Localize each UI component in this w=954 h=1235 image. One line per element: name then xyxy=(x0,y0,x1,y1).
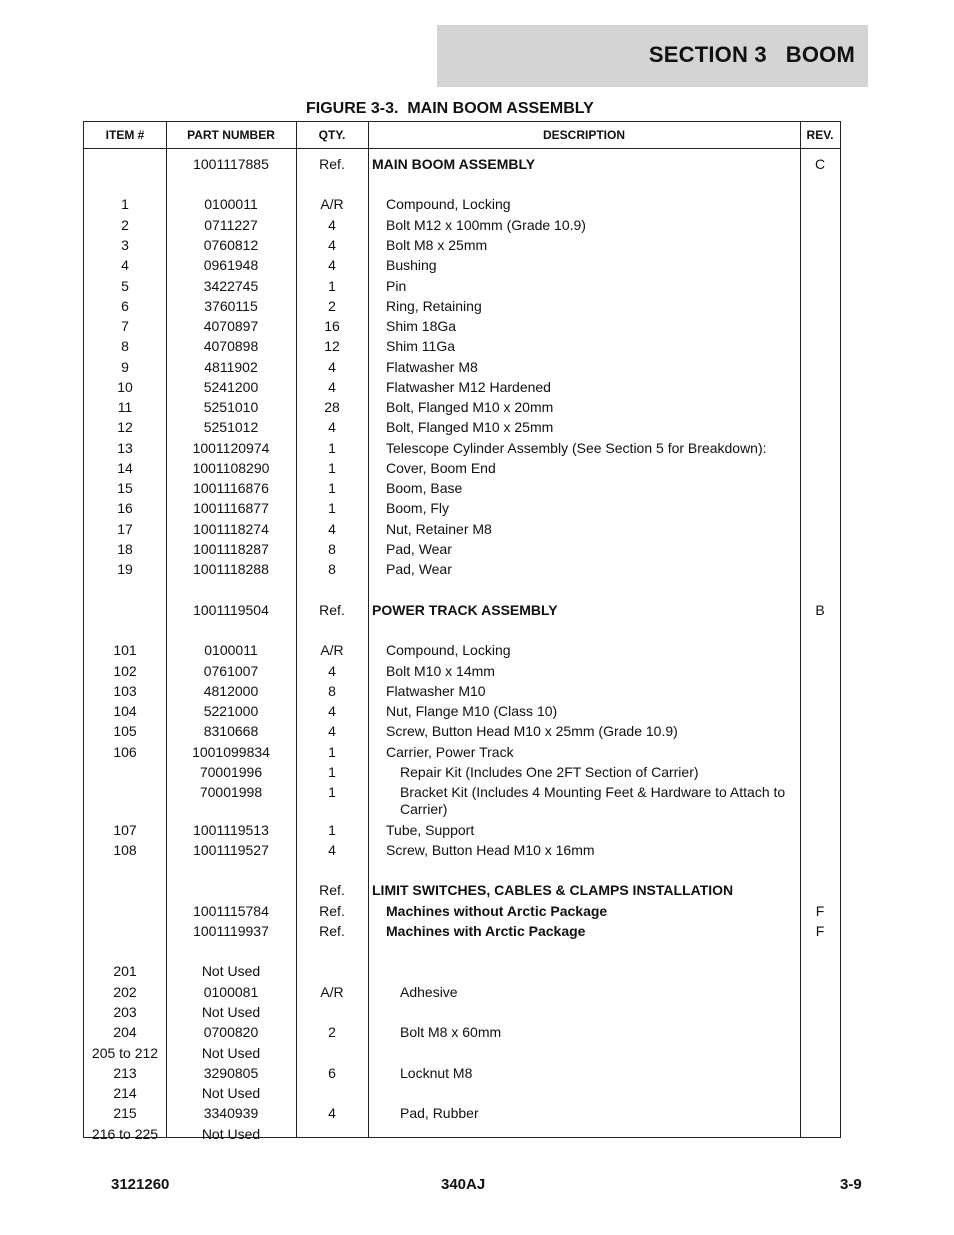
description-text: Ring, Retaining xyxy=(386,298,482,314)
item-cell: 4 xyxy=(121,257,129,273)
qty-cell: 4 xyxy=(328,419,336,435)
table-row xyxy=(84,561,840,581)
qty-cell: 6 xyxy=(328,1065,336,1081)
part-number-cell: 1001118287 xyxy=(193,541,269,557)
item-cell: 3 xyxy=(121,237,129,253)
column-header-part-number: PART NUMBER xyxy=(187,128,275,142)
section-title: SECTION 3 BOOM xyxy=(648,42,855,67)
qty-cell: 1 xyxy=(328,460,336,476)
header-divider xyxy=(84,148,840,149)
item-cell: 15 xyxy=(117,480,133,496)
part-number-cell: 1001116876 xyxy=(193,480,269,496)
item-cell: 102 xyxy=(113,663,137,679)
table-row xyxy=(84,764,840,784)
part-number-cell: 4070898 xyxy=(203,338,259,354)
item-cell: 201 xyxy=(113,963,137,979)
table-row xyxy=(84,156,840,176)
qty-cell: A/R xyxy=(320,196,344,212)
item-cell: 6 xyxy=(121,298,129,314)
qty-cell: A/R xyxy=(320,984,344,1000)
qty-cell: 4 xyxy=(328,663,336,679)
item-cell: 7 xyxy=(121,318,129,334)
part-number-cell: 0760812 xyxy=(203,237,259,253)
table-row xyxy=(84,923,840,943)
description-cell xyxy=(368,663,800,680)
table-row xyxy=(84,963,840,983)
description-cell xyxy=(368,822,800,839)
item-cell: 205 to 212 xyxy=(91,1045,159,1061)
part-number-cell: 1001099834 xyxy=(192,744,270,760)
qty-cell: 4 xyxy=(328,842,336,858)
item-cell: 213 xyxy=(113,1065,137,1081)
part-number-cell: 4812000 xyxy=(203,683,259,699)
table-row xyxy=(84,822,840,842)
item-cell: 108 xyxy=(113,842,137,858)
table-row xyxy=(84,663,840,683)
description-text: Bolt M8 x 25mm xyxy=(386,237,488,253)
qty-cell: 1 xyxy=(328,764,336,780)
qty-cell: 4 xyxy=(328,359,336,375)
description-cell xyxy=(368,440,800,457)
description-cell xyxy=(368,764,800,781)
description-text: Pad, Wear xyxy=(386,561,452,577)
description-cell xyxy=(368,784,800,818)
part-number-cell: 1001119513 xyxy=(193,822,269,838)
description-cell xyxy=(368,923,800,940)
description-cell xyxy=(368,842,800,859)
description-cell xyxy=(368,156,800,173)
rev-cell: F xyxy=(815,923,825,939)
table-row xyxy=(84,460,840,480)
description-cell xyxy=(368,298,800,315)
item-cell: 8 xyxy=(121,338,129,354)
qty-cell: 1 xyxy=(328,480,336,496)
qty-cell: 4 xyxy=(328,1105,336,1121)
description-text: MAIN BOOM ASSEMBLY xyxy=(372,156,536,172)
description-cell xyxy=(368,500,800,517)
qty-cell: 1 xyxy=(328,744,336,760)
description-cell xyxy=(368,1105,800,1122)
table-row xyxy=(84,419,840,439)
parts-table xyxy=(83,121,841,1142)
table-row xyxy=(84,842,840,862)
item-cell: 11 xyxy=(117,399,133,415)
qty-cell: 8 xyxy=(328,541,336,557)
description-text: LIMIT SWITCHES, CABLES & CLAMPS INSTALLATION xyxy=(372,882,734,898)
table-row xyxy=(84,278,840,298)
item-cell: 216 to 225 xyxy=(91,1126,159,1142)
description-cell xyxy=(368,683,800,700)
table-row xyxy=(84,521,840,541)
part-number-cell: Not Used xyxy=(201,1126,261,1142)
item-cell: 10 xyxy=(117,379,133,395)
table-row xyxy=(84,379,840,399)
rev-cell: B xyxy=(815,602,825,618)
item-cell: 1 xyxy=(121,196,129,212)
part-number-cell: 4070897 xyxy=(203,318,259,334)
qty-cell: 8 xyxy=(328,683,336,699)
description-text: Flatwasher M12 Hardened xyxy=(386,379,551,395)
item-cell: 214 xyxy=(113,1085,137,1101)
part-number-cell: 4811902 xyxy=(204,359,258,375)
section-header-box xyxy=(437,25,868,87)
description-text: Boom, Fly xyxy=(386,500,450,516)
table-row xyxy=(84,237,840,257)
description-text: Machines without Arctic Package xyxy=(386,903,608,919)
description-cell xyxy=(368,561,800,578)
description-text: Bushing xyxy=(386,257,437,273)
qty-cell: 1 xyxy=(328,784,336,800)
item-cell: 5 xyxy=(121,278,129,294)
table-row xyxy=(84,723,840,743)
description-cell xyxy=(368,399,800,416)
qty-cell: 8 xyxy=(328,561,336,577)
table-row xyxy=(84,784,840,817)
description-cell xyxy=(368,278,800,295)
qty-cell: 1 xyxy=(328,278,336,294)
item-cell: 105 xyxy=(113,723,137,739)
item-cell: 12 xyxy=(117,419,133,435)
part-number-cell: 0100011 xyxy=(204,196,258,212)
table-row xyxy=(84,480,840,500)
item-cell: 215 xyxy=(113,1105,137,1121)
description-text: Bolt M8 x 60mm xyxy=(400,1024,502,1040)
footer-page-number: 3-9 xyxy=(840,1176,862,1193)
qty-cell: 4 xyxy=(328,521,336,537)
part-number-cell: 1001118274 xyxy=(193,521,269,537)
description-cell xyxy=(368,217,800,234)
description-text: Pad, Wear xyxy=(386,541,452,557)
table-row xyxy=(84,1045,840,1065)
qty-cell: 2 xyxy=(328,1024,336,1040)
description-cell xyxy=(368,196,800,213)
description-text: Compound, Locking xyxy=(386,196,511,212)
qty-cell: 16 xyxy=(324,318,340,334)
part-number-cell: 5241200 xyxy=(203,379,259,395)
part-number-cell: 1001120974 xyxy=(192,440,270,456)
qty-cell: 4 xyxy=(328,703,336,719)
table-row xyxy=(84,984,840,1004)
part-number-cell: 3290805 xyxy=(203,1065,259,1081)
part-number-cell: 3422745 xyxy=(203,278,259,294)
part-number-cell: 3340939 xyxy=(203,1105,259,1121)
part-number-cell: 0961948 xyxy=(203,257,259,273)
item-cell: 9 xyxy=(121,359,129,375)
description-text: Adhesive xyxy=(400,984,458,1000)
table-row xyxy=(84,217,840,237)
description-cell xyxy=(368,338,800,355)
qty-cell: A/R xyxy=(320,642,344,658)
column-header-description: DESCRIPTION xyxy=(542,128,625,142)
description-text: Boom, Base xyxy=(386,480,463,496)
footer-model: 340AJ xyxy=(441,1176,486,1193)
footer-doc-number: 3121260 xyxy=(111,1176,170,1193)
part-number-cell: 5251010 xyxy=(203,399,259,415)
description-cell xyxy=(368,460,800,477)
item-cell: 14 xyxy=(117,460,133,476)
part-number-cell: Not Used xyxy=(201,1085,261,1101)
description-cell xyxy=(368,1065,800,1082)
part-number-cell: 8310668 xyxy=(203,723,259,739)
description-text: Repair Kit (Includes One 2FT Section of Carrier) xyxy=(400,764,699,780)
description-text: Bolt, Flanged M10 x 20mm xyxy=(386,399,554,415)
description-text: POWER TRACK ASSEMBLY xyxy=(372,602,558,618)
description-cell xyxy=(368,318,800,335)
item-cell: 103 xyxy=(113,683,137,699)
qty-cell: 4 xyxy=(328,217,336,233)
qty-cell: 4 xyxy=(328,257,336,273)
item-cell: 18 xyxy=(117,541,133,557)
description-cell xyxy=(368,257,800,274)
part-number-cell: Not Used xyxy=(201,1004,261,1020)
table-row xyxy=(84,318,840,338)
description-text: Pin xyxy=(386,278,407,294)
part-number-cell: 0761007 xyxy=(203,663,259,679)
description-cell xyxy=(368,480,800,497)
part-number-cell: 1001108290 xyxy=(192,460,270,476)
item-cell: 101 xyxy=(113,642,137,658)
item-cell: 204 xyxy=(113,1024,137,1040)
qty-cell: 4 xyxy=(328,379,336,395)
part-number-cell: 1001115784 xyxy=(193,903,269,919)
description-text: Screw, Button Head M10 x 25mm (Grade 10.9) xyxy=(386,723,678,739)
item-cell: 106 xyxy=(113,744,137,760)
qty-cell: Ref. xyxy=(319,923,345,939)
qty-cell: 2 xyxy=(328,298,336,314)
item-cell: 104 xyxy=(113,703,137,719)
description-text: Bracket Kit (Includes 4 Mounting Feet & Hardware to Attach to Carrier) xyxy=(400,784,786,817)
rev-cell: F xyxy=(815,903,825,919)
table-row xyxy=(84,298,840,318)
description-text: Compound, Locking xyxy=(386,642,511,658)
qty-cell: 4 xyxy=(328,237,336,253)
description-cell xyxy=(368,703,800,720)
description-cell xyxy=(368,419,800,436)
description-cell xyxy=(368,237,800,254)
description-text: Bolt, Flanged M10 x 25mm xyxy=(386,419,554,435)
part-number-cell: 1001116877 xyxy=(193,500,269,516)
description-cell xyxy=(368,903,800,920)
description-cell xyxy=(368,541,800,558)
qty-cell: 1 xyxy=(328,500,336,516)
description-text: Shim 11Ga xyxy=(386,338,455,354)
table-row xyxy=(84,1065,840,1085)
description-text: Bolt M10 x 14mm xyxy=(386,663,495,679)
figure-title: FIGURE 3-3. MAIN BOOM ASSEMBLY xyxy=(306,100,594,117)
description-text: Bolt M12 x 100mm (Grade 10.9) xyxy=(386,217,586,233)
item-cell: 203 xyxy=(113,1004,137,1020)
description-cell xyxy=(368,379,800,396)
description-text: Carrier, Power Track xyxy=(386,744,514,760)
part-number-cell: Not Used xyxy=(201,963,261,979)
table-row xyxy=(84,703,840,723)
description-text: Tube, Support xyxy=(386,822,475,838)
description-text: Telescope Cylinder Assembly (See Section 5 for Breakdown): xyxy=(386,440,767,456)
qty-cell: Ref. xyxy=(319,156,345,172)
description-cell xyxy=(368,521,800,538)
description-cell xyxy=(368,359,800,376)
part-number-cell: 70001996 xyxy=(199,764,263,780)
description-text: Nut, Retainer M8 xyxy=(386,521,492,537)
item-cell: 13 xyxy=(117,440,133,456)
table-row xyxy=(84,903,840,923)
qty-cell: 1 xyxy=(328,822,336,838)
part-number-cell: 3760115 xyxy=(204,298,258,314)
description-cell xyxy=(368,744,800,761)
qty-cell: Ref. xyxy=(319,903,345,919)
part-number-cell: 1001119504 xyxy=(193,602,269,618)
qty-cell: 4 xyxy=(328,723,336,739)
description-cell xyxy=(368,984,800,1001)
item-cell: 16 xyxy=(117,500,133,516)
description-cell xyxy=(368,602,800,619)
description-text: Flatwasher M10 xyxy=(386,683,486,699)
part-number-cell: 1001118288 xyxy=(193,561,269,577)
description-text: Locknut M8 xyxy=(400,1065,473,1081)
part-number-cell: 0711227 xyxy=(204,217,258,233)
description-text: Machines with Arctic Package xyxy=(386,923,586,939)
qty-cell: 1 xyxy=(328,440,336,456)
item-cell: 2 xyxy=(121,217,129,233)
part-number-cell: 1001119527 xyxy=(193,842,269,858)
table-row xyxy=(84,642,840,662)
description-text: Pad, Rubber xyxy=(400,1105,479,1121)
description-cell xyxy=(368,723,800,740)
table-row xyxy=(84,440,840,460)
description-cell xyxy=(368,882,800,899)
column-header-item: ITEM # xyxy=(105,128,145,142)
table-row xyxy=(84,882,840,902)
description-text: Flatwasher M8 xyxy=(386,359,478,375)
description-cell xyxy=(368,642,800,659)
part-number-cell: 1001117885 xyxy=(193,156,269,172)
table-row xyxy=(84,359,840,379)
qty-cell: 28 xyxy=(324,399,340,415)
qty-cell: Ref. xyxy=(319,882,345,898)
item-cell: 202 xyxy=(113,984,137,1000)
table-row xyxy=(84,1004,840,1024)
part-number-cell: 1001119937 xyxy=(193,923,269,939)
table-row xyxy=(84,1085,840,1105)
column-header-rev: REV. xyxy=(806,128,834,142)
part-number-cell: 0100011 xyxy=(204,642,258,658)
part-number-cell: Not Used xyxy=(201,1045,261,1061)
part-number-cell: 5221000 xyxy=(203,703,259,719)
table-row xyxy=(84,196,840,216)
description-text: Shim 18Ga xyxy=(386,318,457,334)
part-number-cell: 5251012 xyxy=(203,419,259,435)
item-cell: 19 xyxy=(117,561,133,577)
rev-cell: C xyxy=(814,156,826,172)
table-row xyxy=(84,338,840,358)
table-row xyxy=(84,399,840,419)
description-cell xyxy=(368,1024,800,1041)
column-header-qty: QTY. xyxy=(318,128,346,142)
qty-cell: 12 xyxy=(324,338,340,354)
qty-cell: Ref. xyxy=(319,602,345,618)
item-cell: 17 xyxy=(117,521,133,537)
part-number-cell: 0100081 xyxy=(203,984,259,1000)
table-row xyxy=(84,541,840,561)
table-row xyxy=(84,1105,840,1125)
description-text: Cover, Boom End xyxy=(386,460,496,476)
part-number-cell: 70001998 xyxy=(199,784,263,800)
table-row xyxy=(84,500,840,520)
description-text: Nut, Flange M10 (Class 10) xyxy=(386,703,558,719)
table-row xyxy=(84,683,840,703)
description-text: Screw, Button Head M10 x 16mm xyxy=(386,842,595,858)
item-cell: 107 xyxy=(113,822,137,838)
table-row xyxy=(84,1024,840,1044)
table-row xyxy=(84,1126,840,1146)
table-row xyxy=(84,602,840,622)
part-number-cell: 0700820 xyxy=(203,1024,259,1040)
table-row xyxy=(84,257,840,277)
table-row xyxy=(84,744,840,764)
